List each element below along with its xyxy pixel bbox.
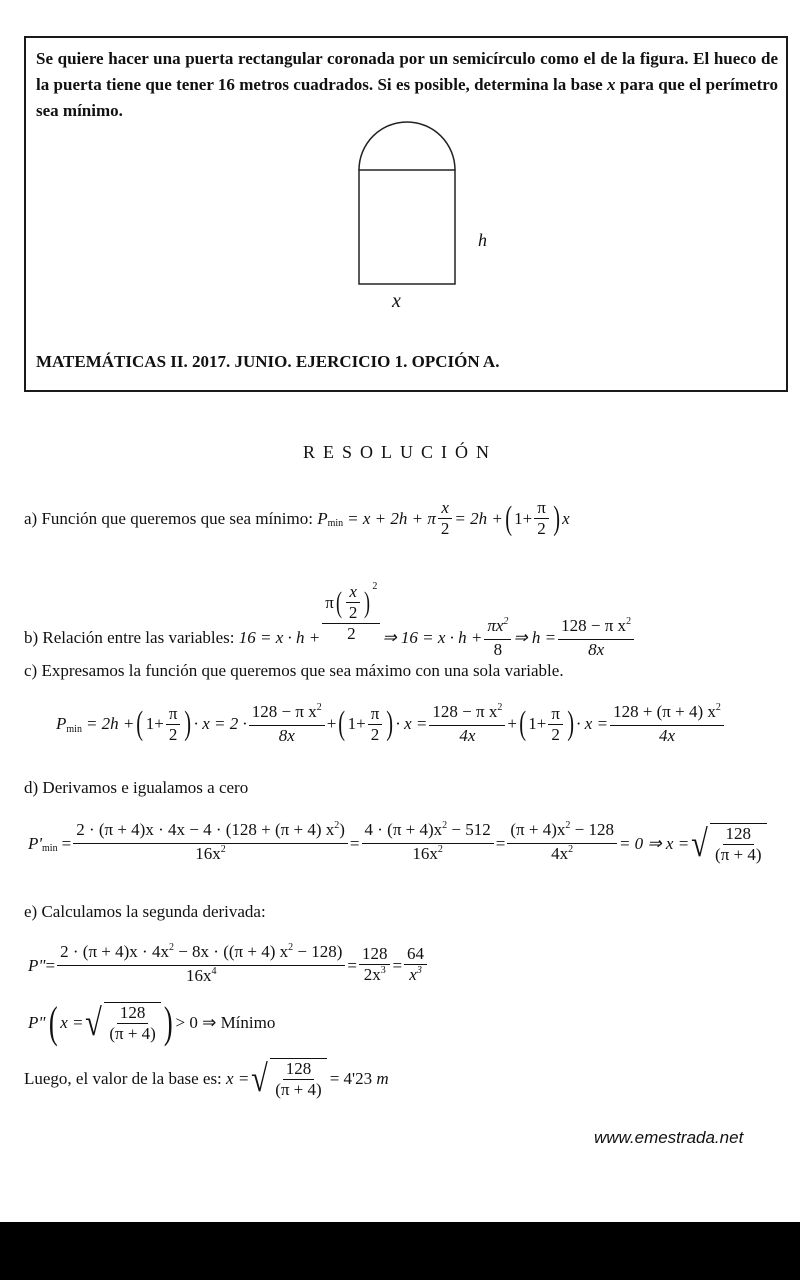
- numerator: π: [368, 704, 383, 725]
- expr: · x = 2 ·: [193, 714, 247, 733]
- p-prime-symbol: P': [28, 833, 43, 853]
- numerator: [73, 820, 348, 844]
- expr: = 2h +: [85, 714, 135, 733]
- expr: · x =: [395, 714, 428, 733]
- exam-reference: MATEMÁTICAS II. 2017. JUNIO. EJERCICIO 1. OPCIÓN A.: [36, 352, 500, 371]
- left-paren: (: [519, 705, 526, 742]
- fraction: [106, 1003, 159, 1044]
- expr: 1+: [528, 714, 547, 733]
- numerator: 128: [359, 944, 391, 965]
- denominator: 2: [370, 724, 380, 744]
- numerator: 64: [404, 944, 427, 965]
- exponent: 2: [168, 942, 174, 953]
- numerator: [57, 942, 345, 966]
- conclusion-label: Luego, el valor de la base es:: [24, 1069, 222, 1088]
- numerator-text: πx: [487, 616, 504, 635]
- numerator-text: ): [339, 820, 345, 839]
- exponent: 2: [316, 702, 322, 713]
- fraction: [610, 702, 724, 746]
- exponent: 2: [503, 616, 509, 627]
- radical-sign: √: [251, 1058, 269, 1100]
- min-subscript: min: [66, 723, 82, 735]
- left-paren: (: [335, 585, 342, 619]
- fraction: [359, 944, 391, 988]
- denominator: 2: [348, 603, 358, 622]
- problem-box: [24, 36, 788, 392]
- min-subscript: min: [327, 518, 344, 529]
- fraction: [558, 616, 634, 660]
- fraction: [438, 498, 453, 539]
- numerator: [362, 820, 494, 844]
- denominator: [406, 965, 425, 988]
- numerator: π: [166, 704, 181, 725]
- step-c-label: c) Expresamos la función que queremos que sea máximo con una sola variable.: [24, 661, 564, 680]
- numerator-text: 128 − π x: [432, 702, 498, 721]
- p-symbol: P: [317, 508, 328, 528]
- bottom-black-bar: [0, 1222, 800, 1280]
- right-paren: ): [386, 705, 394, 742]
- denominator: 2: [440, 519, 450, 538]
- numerator: π: [534, 498, 549, 519]
- radical-sign: √: [691, 822, 708, 865]
- fraction: [507, 820, 617, 867]
- denominator: 4x: [459, 726, 476, 745]
- step-a-label: a) Función que queremos que sea mínimo:: [24, 508, 313, 528]
- exponent: 2: [334, 820, 340, 831]
- fraction: [548, 704, 563, 745]
- exponent: 2: [442, 820, 448, 831]
- numerator: [507, 820, 617, 844]
- denominator: 2: [347, 624, 356, 643]
- p-double-prime-symbol: P": [28, 955, 46, 975]
- exponent: 2: [565, 820, 571, 831]
- step-d-label: d) Derivamos e igualamos a cero: [24, 778, 249, 797]
- expr: +: [326, 714, 337, 733]
- numerator: 128: [283, 1059, 315, 1080]
- left-paren: (: [136, 705, 144, 742]
- square-root: [689, 823, 766, 865]
- fraction: [404, 944, 427, 988]
- expr: x: [562, 508, 570, 528]
- expr: 1+: [347, 714, 366, 733]
- p-symbol: P: [56, 714, 67, 733]
- result-value: = 4'23: [329, 1069, 373, 1088]
- label-h: h: [478, 230, 487, 250]
- denominator: 2: [168, 724, 178, 744]
- numerator: [558, 616, 634, 640]
- expr: = x + 2h + π: [347, 508, 436, 528]
- fraction: [368, 704, 383, 745]
- square-root: [83, 1002, 160, 1044]
- fraction: [272, 1059, 325, 1100]
- expr: = 0 ⇒ x =: [618, 833, 690, 853]
- denominator: (π + 4): [109, 1024, 156, 1043]
- semicircle-top: [359, 122, 455, 170]
- door-rectangle: [359, 170, 455, 284]
- numerator: x: [438, 498, 452, 519]
- numerator: π: [548, 704, 563, 725]
- fraction: [322, 582, 380, 644]
- fraction: [57, 942, 345, 989]
- numerator-text: − 512: [447, 820, 491, 839]
- denominator-text: 2x: [363, 964, 381, 984]
- numerator-text: 128 − π x: [251, 702, 317, 721]
- numerator-text: − 128: [570, 820, 614, 839]
- numerator-text: − 8x · ((π + 4) x: [173, 942, 289, 961]
- result-unit: m: [376, 1069, 389, 1088]
- statement-text-2: para que el perímetro sea mínimo.: [36, 75, 778, 120]
- numerator: 128: [723, 824, 755, 845]
- expr: x =: [60, 1013, 84, 1032]
- pi: π: [325, 592, 334, 612]
- left-paren: (: [505, 499, 512, 537]
- exponent: 2: [568, 844, 574, 855]
- step-d-formula: P' min = $\frac{2 \cdot (\pi + 4)x \cdot 4x - 4 \cdot (128 + (\pi + 4) x^2)}{16x^2}$ = $\frac{4 \cdot (\pi + 4)x^2 - 512}{16x^2}$ = $\frac{(\pi + 4)x^2 - 128}{4x^2}$ = 0 ⇒ x = √ $\frac{128}{(\pi + 4)}$: [28, 820, 767, 867]
- denominator: 8: [493, 640, 503, 659]
- numerator: [322, 582, 380, 624]
- fraction: [362, 820, 494, 867]
- numerator: [429, 702, 505, 726]
- left-paren: (: [338, 705, 346, 742]
- expr: 1+: [145, 714, 164, 733]
- door-figure: [356, 118, 466, 318]
- fraction: [712, 824, 765, 865]
- denominator-text: 16x: [195, 844, 221, 863]
- fraction: [534, 498, 549, 539]
- p-double-prime-symbol: P": [28, 1013, 46, 1032]
- denominator: 2: [551, 724, 560, 744]
- step-a: [24, 498, 570, 539]
- conclusion: [24, 1058, 389, 1100]
- step-b: [24, 566, 636, 660]
- numerator-text: 4 · (π + 4)x: [364, 820, 443, 839]
- fraction: [484, 616, 511, 660]
- fraction: [249, 702, 325, 746]
- radicand: [104, 1002, 161, 1044]
- numerator-text: − 128): [293, 942, 343, 961]
- exponent: 3: [416, 964, 422, 976]
- exponent: 2: [437, 844, 443, 855]
- denominator-text: 4x: [551, 844, 569, 863]
- step-c-formula: [56, 702, 726, 746]
- footer-url[interactable]: www.emestrada.net: [594, 1128, 744, 1147]
- statement-variable: x: [607, 75, 616, 94]
- expr: ⇒ 16 = x · h +: [382, 628, 483, 647]
- expr: 16 = x · h +: [238, 628, 321, 647]
- numerator-text: 128 − π x: [561, 616, 627, 635]
- step-b-label: b) Relación entre las variables:: [24, 628, 235, 647]
- exponent: 2: [715, 702, 721, 713]
- problem-statement: [36, 46, 778, 124]
- numerator-text: 2 · (π + 4)x · 4x: [60, 942, 169, 961]
- exponent: 2: [372, 580, 378, 592]
- denominator: [183, 966, 220, 989]
- right-paren: ): [184, 705, 192, 742]
- second-derivative-evaluation: [28, 998, 276, 1047]
- min-subscript: min: [42, 843, 58, 854]
- denominator: (π + 4): [275, 1080, 322, 1099]
- denominator-text: 16x: [185, 966, 212, 985]
- denominator: 2: [537, 519, 546, 538]
- numerator: 128: [117, 1003, 149, 1024]
- numerator-text: (π + 4)x: [510, 820, 566, 839]
- denominator-text: x: [409, 964, 417, 984]
- numerator: [249, 702, 325, 726]
- numerator: x: [346, 582, 360, 603]
- numerator-text: 2 · (π + 4)x · 4x − 4 · (128 + (π + 4) x: [76, 820, 335, 839]
- numerator-text: 128 + (π + 4) x: [613, 702, 716, 721]
- expr: x =: [226, 1069, 250, 1088]
- fraction: [429, 702, 505, 746]
- numerator: [610, 702, 724, 726]
- denominator: 8x: [588, 640, 605, 659]
- denominator: 4x: [658, 726, 675, 745]
- expr: = 2h +: [454, 508, 503, 528]
- fraction: [166, 704, 181, 745]
- right-paren: ): [163, 998, 173, 1047]
- expr: > 0 ⇒ Mínimo: [175, 1013, 276, 1032]
- expr: · x =: [576, 714, 609, 733]
- square-root: [249, 1058, 326, 1100]
- statement-text-1: Se quiere hacer una puerta rectangular coronada por un semicírculo como el de la figura. El hueco de la puerta tiene que tener 16 metros cuadrados. Si es posible, determina la base: [36, 49, 778, 94]
- right-paren: ): [553, 499, 560, 537]
- exponent: 2: [220, 844, 226, 855]
- resolution-title: RESOLUCIÓN: [302, 442, 497, 462]
- denominator: [409, 844, 446, 867]
- expr: ⇒ h =: [513, 628, 557, 647]
- step-e-formula: P" = $\frac{2 \cdot (\pi + 4)x \cdot 4x^2 - 8x \cdot ((\pi + 4) x^2 - 128)}{16x^4}$ = $\frac{128}{2x^3}$ = $\frac{64}{x^3}$: [28, 942, 429, 989]
- expr: +: [507, 714, 517, 733]
- label-x: x: [392, 290, 401, 312]
- exponent: 4: [211, 966, 217, 977]
- exponent: 2: [626, 616, 632, 627]
- denominator: [192, 844, 229, 867]
- left-paren: (: [48, 998, 58, 1047]
- denominator: 8x: [278, 726, 295, 745]
- exponent: 2: [288, 942, 294, 953]
- right-paren: ): [567, 705, 575, 742]
- radical-sign: √: [85, 1002, 103, 1044]
- numerator: [484, 616, 511, 640]
- right-paren: ): [364, 585, 371, 619]
- denominator-text: 16x: [412, 844, 438, 863]
- denominator: [548, 844, 576, 867]
- radicand: [710, 823, 767, 865]
- denominator: (π + 4): [715, 844, 762, 864]
- step-e-label: e) Calculamos la segunda derivada:: [24, 902, 266, 921]
- fraction: [346, 582, 361, 623]
- expr: 1+: [514, 508, 533, 528]
- exponent: 2: [497, 702, 503, 713]
- denominator: [361, 965, 389, 988]
- exponent: 3: [380, 964, 386, 976]
- radicand: [270, 1058, 327, 1100]
- fraction: [73, 820, 348, 867]
